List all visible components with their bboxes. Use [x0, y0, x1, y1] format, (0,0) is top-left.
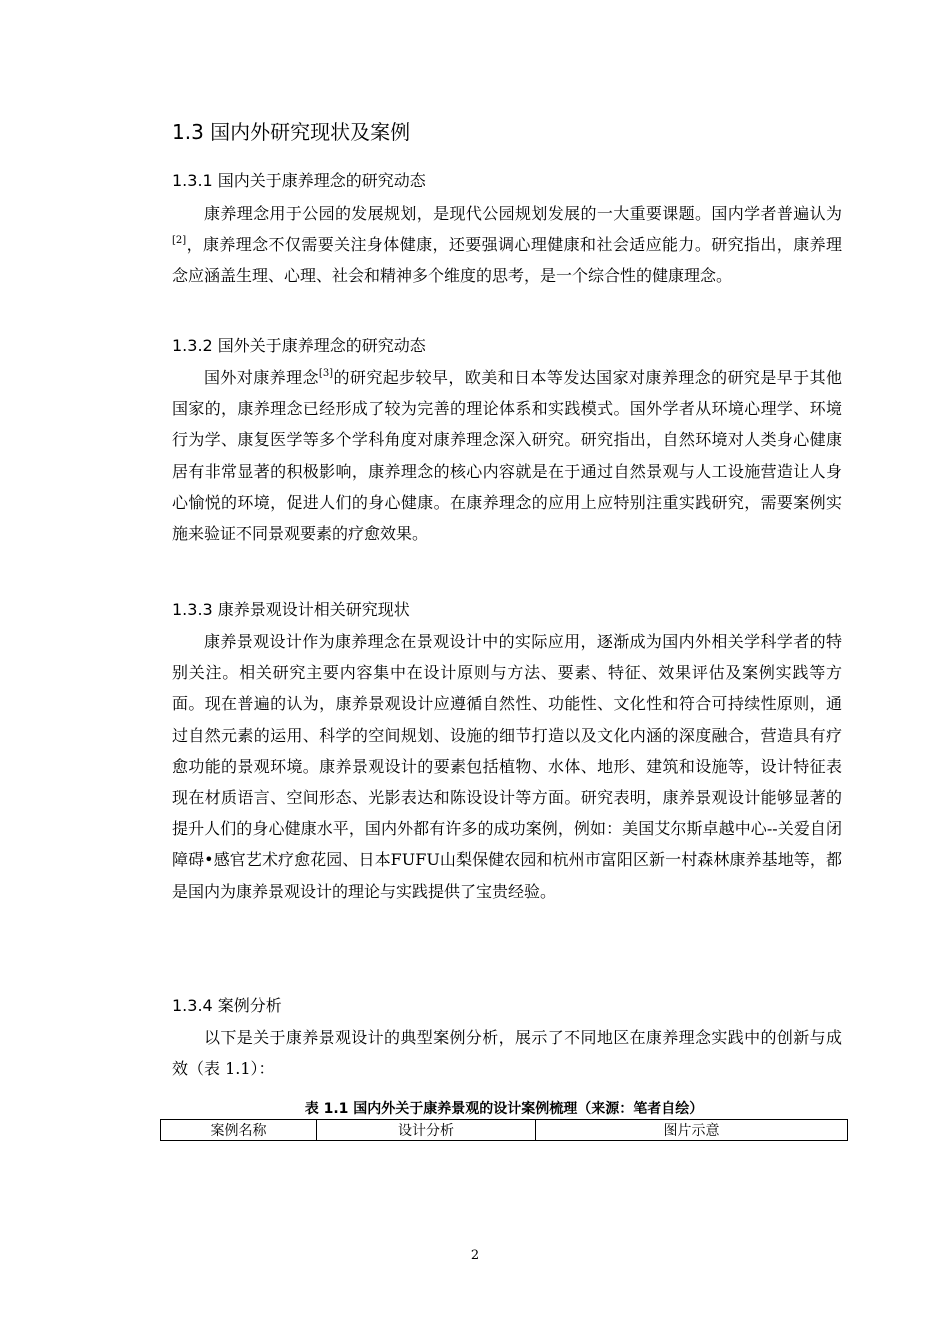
column-header: 图片示意 [536, 1120, 848, 1141]
subsection-title: 1.3.1 国内关于康养理念的研究动态 [172, 171, 426, 190]
text-segment: 康养理念用于公园的发展规划，是现代公园规划发展的一大重要课题。国内学者普遍认为 [204, 204, 842, 223]
citation: [2] [172, 235, 187, 247]
text-segment: 的研究起步较早，欧美和日本等发达国家对康养理念的研究是早于其他国家的，康养理念已经形成了较为完善的理论体系和实践模式。国外学者从环境心理学、环境行为学、康复医学等多个学科角度对康养理念深入研究。研究指出，自然环境对人类身心健康居有非常显著的积极影响，康养理念的核心内容就是在于通过自然景观与人工设施营造让人身心愉悦的环境，促进人们的身心健康。在康养理念的应用上应特别注重实践研究，需要案例实施来验证不同景观要素的疗愈效果。 [172, 368, 842, 544]
page-number: 2 [470, 1248, 480, 1263]
table-caption: 表 1.1 国内外关于康养景观的设计案例梳理（来源：笔者自绘） [304, 1101, 704, 1117]
column-header: 案例名称 [161, 1120, 317, 1141]
text-segment: ，康养理念不仅需要关注身体健康，还要强调心理健康和社会适应能力。研究指出，康养理念应涵盖生理、心理、社会和精神多个维度的思考，是一个综合性的健康理念。 [172, 235, 842, 286]
paragraph-landscape-design: 康养景观设计作为康养理念在景观设计中的实际应用，逐渐成为国内外相关学科学者的特别关注。相关研究主要内容集中在设计原则与方法、要素、特征、效果评估及案例实践等方面。现在普遍的认为，康养景观设计应遵循自然性、功能性、文化性和符合可持续性原则，通过自然元素的运用、科学的空间规划、设施的细节打造以及文化内涵的深度融合，营造具有疗愈功能的景观环境。康养景观设计的要素包括植物、水体、地形、建筑和设施等，设计特征表现在材质语言、空间形态、光影表达和陈设设计等方面。研究表明，康养景观设计能够显著的提升人们的身心健康水平，国内外都有许多的成功案例，例如：美国艾尔斯卓越中心--关爱自闭障碍•感官艺术疗愈花园、日本FUFU山梨保健农园和杭州市富阳区新一村森林康养基地等，都是国内为康养景观设计的理论与实践提供了宝贵经验。 [172, 632, 842, 901]
column-header: 设计分析 [317, 1120, 536, 1141]
subsection-title: 1.3.2 国外关于康养理念的研究动态 [172, 336, 426, 355]
subsection-title: 1.3.4 案例分析 [172, 996, 282, 1015]
paragraph-case-intro: 以下是关于康养景观设计的典型案例分析，展示了不同地区在康养理念实践中的创新与成效（表 1.1）： [172, 1028, 842, 1079]
citation: [3] [318, 368, 334, 379]
paragraph-foreign [172, 362, 842, 549]
text-segment: 国外对康养理念 [204, 368, 319, 387]
subsection-title: 1.3.3 康养景观设计相关研究现状 [172, 600, 410, 619]
table-header-row [161, 1120, 848, 1141]
section-title: 1.3 国内外研究现状及案例 [172, 120, 411, 144]
case-table [160, 1119, 848, 1141]
paragraph-domestic [172, 198, 842, 292]
